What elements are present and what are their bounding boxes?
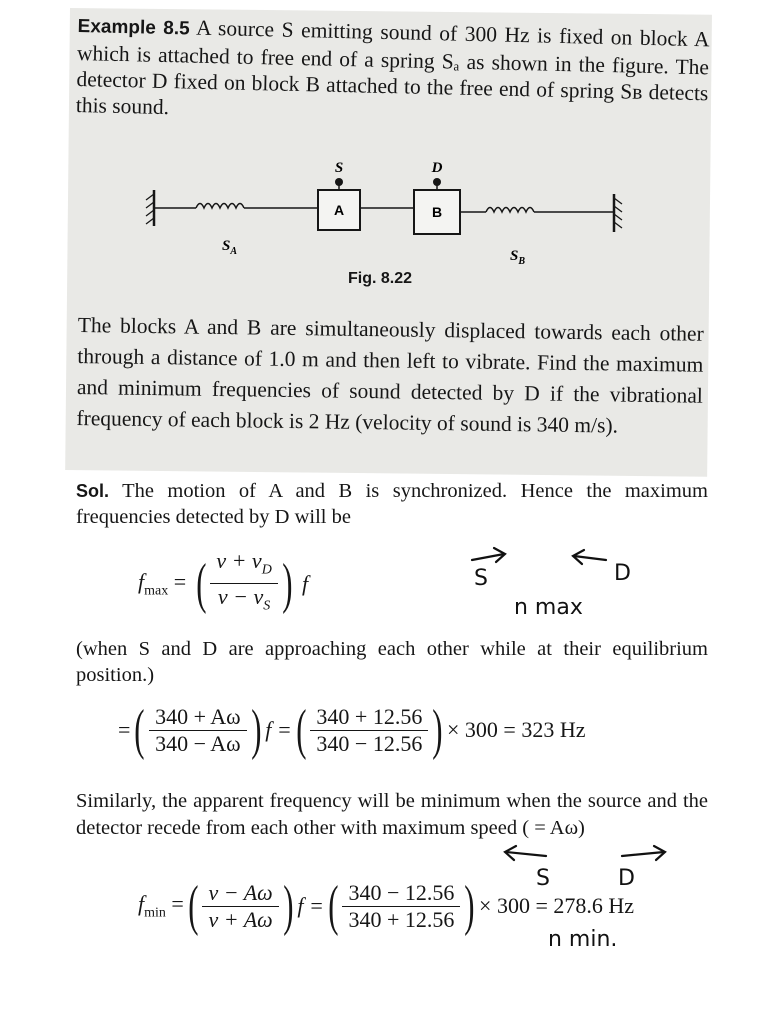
arrow-left-icon — [573, 550, 606, 564]
spring-b-label: $S_B$ — [510, 248, 526, 267]
block-b-label: B — [431, 204, 443, 220]
minimum-note: Similarly, the apparent frequency will be minimum when the source and the detector recede from each other with maximum speed ( = Aω) — [76, 790, 708, 839]
source-label: S — [334, 160, 344, 176]
solution-intro-text: The motion of A and B is synchronized. Hence the maximum frequencies detected by D will be — [76, 480, 708, 528]
example-question: The blocks A and B are simultaneously displaced towards each other through a distance of 1.0 m and then left to vibrate. Find the maximum and minimum frequencies of sound detected by D if the vibrational frequency of each block is 2 Hz (velocity of sound is 340 m/s). — [76, 312, 704, 438]
figure-caption: Fig. 8.22 — [348, 270, 413, 287]
fmax-result: × 300 = 323 Hz — [447, 717, 586, 742]
approach-note: (when S and D are approaching each other while at their equilibrium position.) — [76, 638, 708, 686]
example-label: Example 8.5 — [77, 15, 190, 40]
hand-d-1: D — [614, 561, 631, 586]
example-text: A source S emitting sound of 300 Hz is fixed on block A which is attached to free end of a spring Sₐ as shown in the figure. The detector D fixed on block B attached to the free end of spring Sʙ detects this sound. — [75, 15, 710, 120]
hand-nmax: n max — [514, 595, 583, 620]
arrow-left-icon-2 — [505, 846, 546, 860]
solution-label: Sol. — [76, 481, 110, 501]
fmin-equation: $f_{min}$ =( $\frac{v - A\omega}{v + A\omega}$ ) f =( $\frac{340 - 12.56}{340 + 12.56}$ ) × 300 = 278.6 Hz — [138, 875, 634, 937]
block-a-label: A — [333, 202, 345, 218]
hand-d-2: D — [618, 866, 635, 891]
hand-s-1: S — [474, 566, 488, 591]
arrow-right-icon-2 — [622, 846, 665, 860]
hand-s-2: S — [536, 866, 550, 891]
fmax-numeric-equation: =( $\frac{340 + A\omega}{340 - A\omega}$ ) f =( $\frac{340 + 12.56}{340 - 12.56}$ ) × 300 = 323 Hz — [118, 699, 586, 761]
hand-nmin: n min. — [548, 927, 618, 952]
arrow-right-icon — [472, 548, 505, 562]
detector-label: D — [431, 160, 443, 176]
spring-a-label: $S_A$ — [222, 238, 238, 257]
fmax-equation: $f_{max}$ = ( $\frac{v + v_D}{v - v_S}$ ) f — [138, 548, 308, 620]
fmin-result: × 300 = 278.6 Hz — [479, 893, 634, 918]
fmax-fraction: $\frac{v + v_D}{v - v_S}$ — [210, 548, 278, 620]
